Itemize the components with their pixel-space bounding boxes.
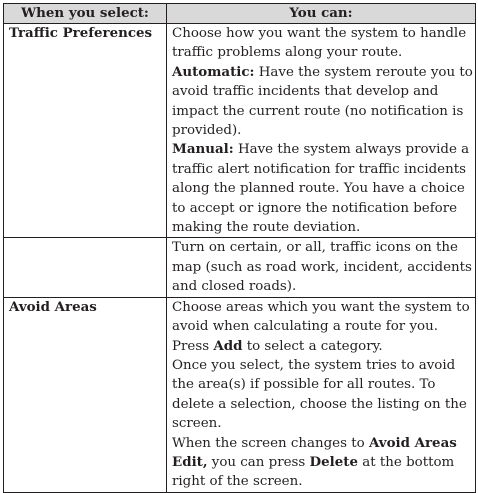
traffic-preferences-intro: Choose how you want the system to handle traffic problems along your route. (172, 26, 467, 61)
row-description-avoid-areas (167, 297, 476, 492)
column-header-when-you-select: When you select: (4, 4, 167, 24)
row-label-traffic-preferences: Traffic Preferences (4, 24, 167, 238)
delete-term: Delete (309, 453, 358, 470)
avoid-areas-p3-text: When the screen changes to (172, 435, 369, 451)
avoid-areas-paragraph-1 (172, 298, 473, 356)
table-row-avoid-areas (4, 297, 476, 492)
avoid-areas-paragraph-2: Once you select, the system tries to avoid the area(s) if possible for all routes. To delete a selection, choose the listing on the screen. (172, 357, 467, 432)
options-table (3, 3, 476, 493)
row-description-traffic-preferences (167, 24, 476, 238)
avoid-areas-p1-tail: to select a category. (242, 338, 383, 354)
avoid-areas-paragraph-3 (172, 434, 473, 492)
avoid-areas-p3-tail: at the bottom right of the screen. (172, 454, 455, 490)
automatic-option-description (172, 63, 473, 141)
row-label-avoid-areas: Avoid Areas (4, 297, 167, 492)
manual-option-description (172, 140, 473, 237)
manual-term: Manual: (172, 141, 234, 158)
automatic-term: Automatic: (172, 63, 255, 80)
avoid-areas-p3-middle: you can press (207, 454, 310, 470)
manual-text: Have the system always provide a traffic alert notification for traffic incidents along the planned route. You have a choice to accept or ignore the notification before making the route deviation. (172, 142, 470, 236)
column-header-you-can: You can: (167, 4, 476, 24)
row-description-traffic-icons: Turn on certain, or all, traffic icons on the map (such as road work, incident, accidents and closed roads). (167, 238, 476, 297)
avoid-areas-p1-text: Choose areas which you want the system to avoid when calculating a route for you. Press (172, 299, 470, 354)
avoid-areas-edit-term: Avoid Areas Edit, (172, 434, 457, 470)
table-row-traffic-preferences (4, 24, 476, 238)
add-term: Add (213, 337, 243, 354)
table-header-row (4, 4, 476, 24)
automatic-text: Have the system reroute you to avoid traffic incidents that develop and impact the current route (no notification is provided). (172, 64, 473, 139)
row-label-traffic-icons (4, 238, 167, 297)
table-row-traffic-icons (4, 238, 476, 297)
